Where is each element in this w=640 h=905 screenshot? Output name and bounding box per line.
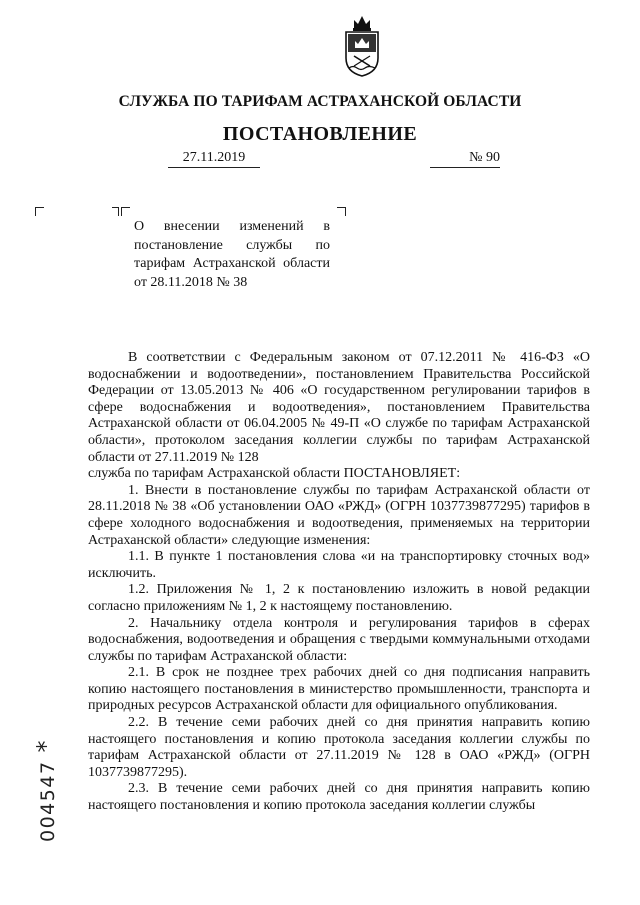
body-paragraph: 2.1. В срок не позднее трех рабочих дней со дня подписания направить копию настоящего постановления в министерство промышленности, транспорта и природных ресурсов Астраханской области для официального опубликования. <box>88 665 590 714</box>
body-paragraph: 2. Начальнику отдела контроля и регулирования тарифов в сферах водоснабжения, водоотведения и обращения с твердыми коммунальными отходами службы по тарифам Астраханской области: <box>88 615 590 664</box>
coat-of-arms-emblem <box>340 14 384 80</box>
agency-name: СЛУЖБА ПО ТАРИФАМ АСТРАХАНСКОЙ ОБЛАСТИ <box>118 93 522 110</box>
corner-mark <box>121 207 130 216</box>
serial-number: 004547 <box>37 760 59 842</box>
corner-mark <box>35 207 44 216</box>
document-body <box>88 350 590 815</box>
corner-mark <box>112 207 119 216</box>
body-paragraph: 1. Внести в постановление службы по тарифам Астраханской области от 28.11.2018 № 38 «Об установлении ОАО «РЖД» (ОГРН 1037739877295) тарифов в сфере холодного водоснабжения и водоотведения, применяемых на территории Астраханской области» следующие изменения: <box>88 482 590 548</box>
document-date: 27.11.2019 <box>168 150 260 168</box>
asterisk-mark: * <box>32 738 60 753</box>
body-paragraph: В соответствии с Федеральным законом от 07.12.2011 № 416-ФЗ «О водоснабжении и водоотведении», постановлением Правительства Российской Федерации от 13.05.2013 № 406 «О государственном регулировании тарифов в сфере водоснабжения и водоотведения», постановлением Правительства Астраханской области от 06.04.2005 № 49-П «О службе по тарифам Астраханской области», протоколом заседания коллегии службы по тарифам Астраханской области от 27.11.2019 № 128 <box>88 350 590 465</box>
body-paragraph: 2.3. В течение семи рабочих дней со дня принятия направить копию настоящего постановления и копию протокола заседания коллегии службы <box>88 781 590 814</box>
document-type-title: ПОСТАНОВЛЕНИЕ <box>222 123 418 145</box>
corner-mark <box>337 207 346 216</box>
document-number: № 90 <box>430 150 500 168</box>
serial-stamp <box>14 738 60 860</box>
body-paragraph: 2.2. В течение семи рабочих дней со дня принятия направить копию настоящего постановления и копию протокола заседания коллегии службы по тарифам Астраханской области от 27.11.2019 № 128 в ОАО «РЖД» (ОГРН 1037739877295). <box>88 715 590 780</box>
body-paragraph: служба по тарифам Астраханской области ПОСТАНОВЛЯЕТ: <box>88 466 461 482</box>
body-paragraph: 1.1. В пункте 1 постановления слова «и на транспортировку сточных вод» исключить. <box>88 549 590 581</box>
document-subject: О внесении изменений в постановление службы по тарифам Астраханской области от 28.11.2018 № 38 <box>134 219 330 290</box>
body-paragraph: 1.2. Приложения № 1, 2 к постановлению изложить в новой редакции согласно приложениям № 1, 2 к настоящему постановлению. <box>88 582 590 614</box>
